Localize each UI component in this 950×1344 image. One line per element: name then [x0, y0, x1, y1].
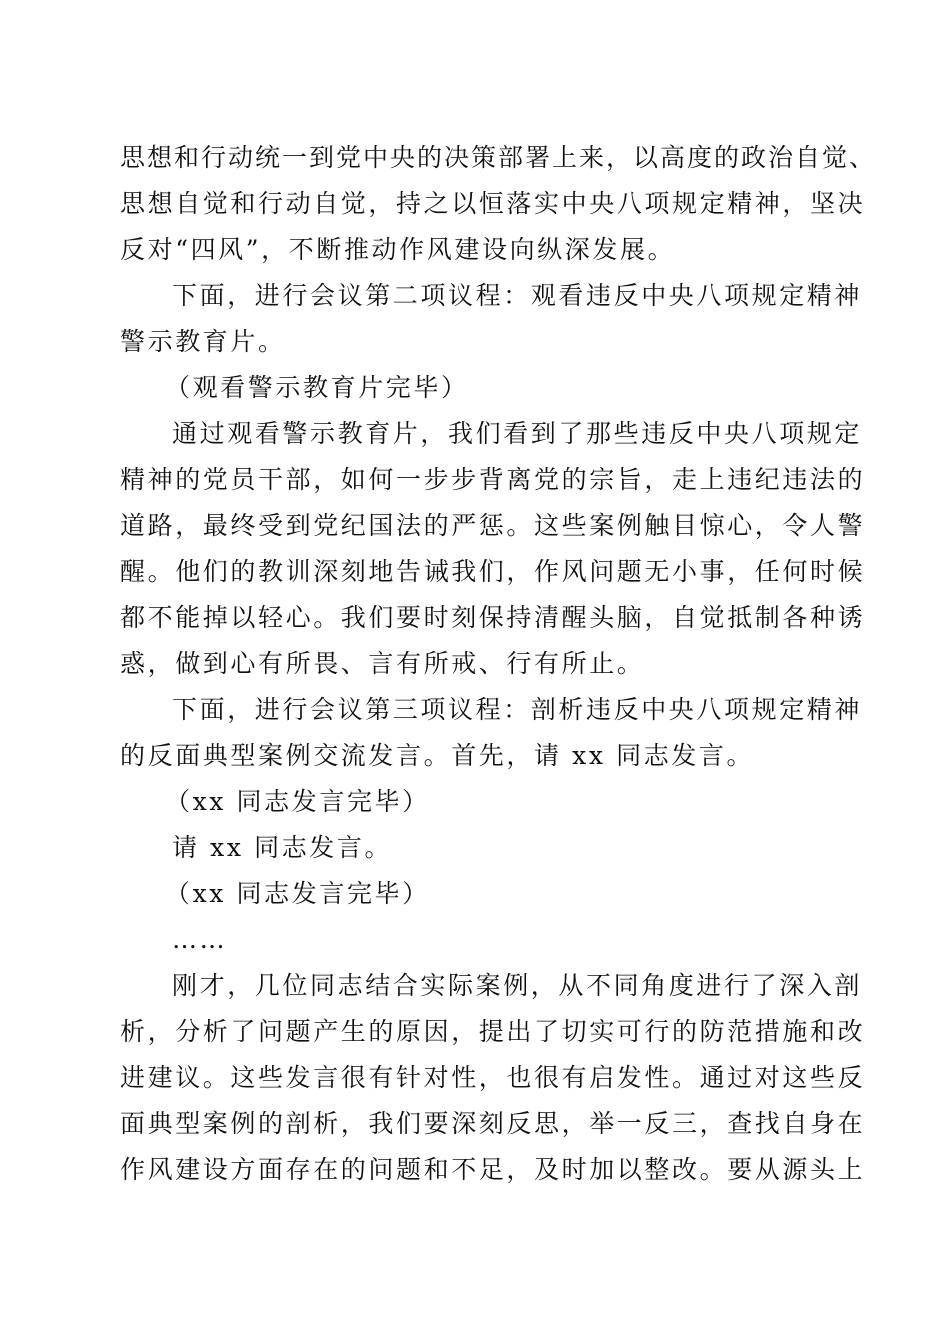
text-line: 面典型案例的剖析，我们要深刻反思，举一反三，查找自身在	[120, 1109, 866, 1138]
text-line: 下面，进行会议第三项议程：剖析违反中央八项规定精神	[172, 695, 863, 724]
text-line: 思想自觉和行动自觉，持之以恒落实中央八项规定精神，坚决	[120, 189, 866, 218]
text-line: 作风建设方面存在的问题和不足，及时加以整改。要从源头上	[120, 1155, 866, 1184]
text-line: 惑，做到心有所畏、言有所戒、行有所止。	[120, 649, 645, 678]
text-line: 刚才，几位同志结合实际案例，从不同角度进行了深入剖	[172, 971, 863, 1000]
document-body	[120, 135, 877, 1193]
parenthetical-note: （xx 同志发言完毕）	[165, 787, 430, 816]
text-line: 请 xx 同志发言。	[172, 833, 393, 862]
text-line: 醒。他们的教训深刻地告诫我们，作风问题无小事，任何时候	[120, 557, 866, 586]
text-line: 下面，进行会议第二项议程：观看违反中央八项规定精神	[172, 281, 863, 310]
text-line: 反对“四风”，不断推动作风建设向纵深发展。	[120, 235, 676, 264]
text-line: 精神的党员干部，如何一步步背离党的宗旨，走上违纪违法的	[120, 465, 866, 494]
text-line: 通过观看警示教育片，我们看到了那些违反中央八项规定	[172, 419, 863, 448]
text-line: ……	[172, 925, 228, 954]
parenthetical-note: （xx 同志发言完毕）	[165, 879, 430, 908]
text-line: 警示教育片。	[120, 327, 286, 356]
parenthetical-note: （观看警示教育片完毕）	[165, 373, 469, 402]
text-line: 的反面典型案例交流发言。首先，请 xx 同志发言。	[120, 741, 755, 770]
text-line: 道路，最终受到党纪国法的严惩。这些案例触目惊心，令人警	[120, 511, 866, 540]
text-line: 思想和行动统一到党中央的决策部署上来，以高度的政治自觉、	[120, 143, 877, 172]
text-line: 析，分析了问题产生的原因，提出了切实可行的防范措施和改	[120, 1017, 866, 1046]
text-line: 进建议。这些发言很有针对性，也很有启发性。通过对这些反	[120, 1063, 866, 1092]
text-line: 都不能掉以轻心。我们要时刻保持清醒头脑，自觉抵制各种诱	[120, 603, 866, 632]
